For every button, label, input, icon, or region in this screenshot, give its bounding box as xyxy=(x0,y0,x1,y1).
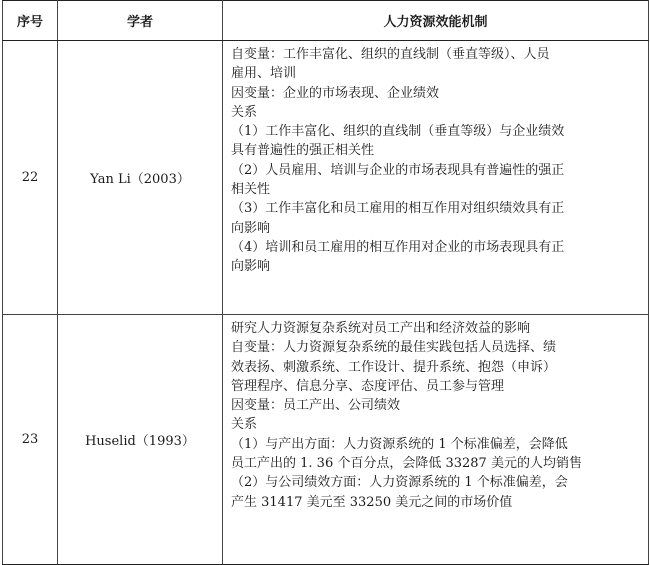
table-container xyxy=(2,0,648,565)
mechanism-line: 向影响 xyxy=(231,259,271,275)
row-scholar: Huselid（1993） xyxy=(58,315,223,565)
mechanism-line: 具有普遍性的强正相关性 xyxy=(231,143,375,159)
row-index: 22 xyxy=(3,41,58,315)
hr-efficiency-table xyxy=(2,0,649,565)
mechanism-line: 雇用、培训 xyxy=(231,66,297,82)
mechanism-line: 产生 31417 美元至 33250 美元之间的市场价值 xyxy=(231,494,513,510)
mechanism-line: 自变量：人力资源复杂系统的最佳实践包括人员选择、绩 xyxy=(231,340,557,356)
mechanism-line: 关系 xyxy=(231,417,258,433)
row-index: 23 xyxy=(3,315,58,565)
mechanism-line: 效表扬、刺激系统、工作设计、提升系统、抱怨（申诉） xyxy=(231,359,557,375)
header-mechanism: 人力资源效能机制 xyxy=(223,1,649,41)
mechanism-line: 向影响 xyxy=(231,220,271,236)
mechanism-line: （2）与公司绩效方面：人力资源系统的 1 个标准偏差，会 xyxy=(231,475,568,491)
row-mechanism xyxy=(223,41,649,315)
mechanism-line: （4）培训和员工雇用的相互作用对企业的市场表现具有正 xyxy=(231,239,565,255)
mechanism-line: 自变量：工作丰富化、组织的直线制（垂直等级）、人员 xyxy=(231,47,550,62)
table-row xyxy=(3,315,649,565)
mechanism-line: 相关性 xyxy=(231,182,271,198)
header-scholar: 学者 xyxy=(58,1,223,41)
row-scholar: Yan Li（2003） xyxy=(58,41,223,315)
mechanism-line: 关系 xyxy=(231,104,258,120)
mechanism-line: 管理程序、信息分享、态度评估、员工参与管理 xyxy=(231,378,505,394)
mechanism-line: 因变量：员工产出、公司绩效 xyxy=(231,398,401,414)
mechanism-line: 员工产出的 1. 36 个百分点，会降低 33287 美元的人均销售 xyxy=(231,456,582,472)
mechanism-line: （1）与产出方面：人力资源系统的 1 个标准偏差，会降低 xyxy=(231,436,568,452)
mechanism-line: 因变量：企业的市场表现、企业绩效 xyxy=(231,85,440,101)
mechanism-line: （3）工作丰富化和员工雇用的相互作用对组织绩效具有正 xyxy=(231,201,565,217)
mechanism-line: （1）工作丰富化、组织的直线制（垂直等级）与企业绩效 xyxy=(231,124,565,140)
mechanism-line: （2）人员雇用、培训与企业的市场表现具有普遍性的强正 xyxy=(231,162,565,178)
table-header-row xyxy=(3,1,649,41)
row-mechanism xyxy=(223,315,649,565)
header-index: 序号 xyxy=(3,1,58,41)
table-row xyxy=(3,41,649,315)
mechanism-line: 研究人力资源复杂系统对员工产出和经济效益的影响 xyxy=(231,321,531,336)
